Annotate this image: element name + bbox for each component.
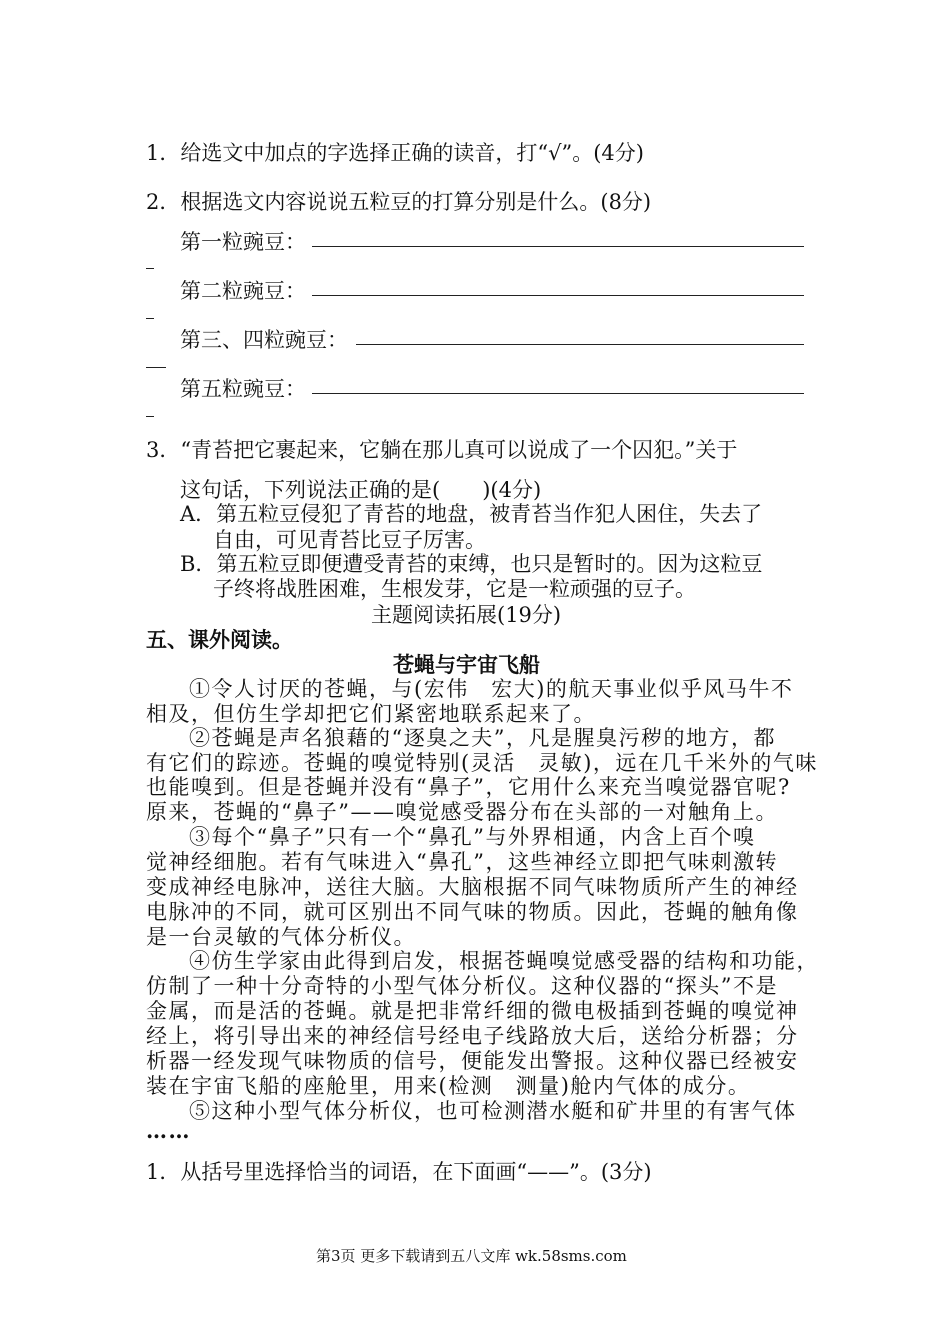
article-line: ③每个“鼻子”只有一个“鼻孔”与外界相通，内含上百个嗅 (189, 825, 756, 849)
answer-line-1-overflow (146, 268, 154, 269)
question-number: 3． (146, 438, 181, 462)
fill-label-2: 第二粒豌豆： (180, 279, 306, 303)
question-text: 给选文中加点的字选择正确的读音，打“√”。(4分) (180, 141, 644, 165)
question-2 (146, 186, 651, 216)
article-line: 经上，将引导出来的神经信号经电子线路放大后，送给分析器；分 (146, 1024, 799, 1048)
article-line: 析器一经发现气味物质的信号，便能发出警报。这种仪器已经被安 (146, 1049, 799, 1073)
question-text: “青苔把它裹起来，它躺在那儿真可以说成了一个囚犯。”关于 (180, 438, 738, 462)
article-line: ④仿生学家由此得到启发，根据苍蝇嗅觉感受器的结构和功能， (189, 949, 819, 973)
answer-line-4[interactable] (312, 393, 804, 394)
question-3-line2: 这句话，下列说法正确的是( )(4分) (180, 478, 542, 502)
section-five-heading: 五、课外阅读。 (146, 628, 293, 652)
option-a-line2: 自由，可见青苔比豆子厉害。 (213, 528, 486, 552)
question-text: 从括号里选择恰当的词语，在下面画“——”。(3分) (180, 1160, 652, 1184)
article-line: 变成神经电脉冲，送往大脑。大脑根据不同气味物质所产生的神经 (146, 875, 799, 899)
article-line: 原来，苍蝇的“鼻子”——嗅觉感受器分布在头部的一对触角上。 (146, 800, 778, 824)
article-line: ②苍蝇是声名狼藉的“逐臭之夫”，凡是腥臭污秽的地方，都 (189, 726, 776, 750)
option-letter: B． (180, 552, 217, 576)
question-1 (146, 137, 644, 167)
article-line: 金属，而是活的苍蝇。就是把非常纤细的微电极插到苍蝇的嗅觉神 (146, 999, 799, 1023)
article-title: 苍蝇与宇宙飞船 (393, 653, 540, 677)
article-ellipsis: …… (146, 1118, 191, 1143)
question-3 (146, 434, 737, 464)
question-final (146, 1156, 652, 1186)
article-line: 相及，但仿生学却把它们紧密地联系起来了。 (146, 702, 596, 726)
article-line: 是一台灵敏的气体分析仪。 (146, 925, 416, 949)
answer-line-2-overflow (146, 318, 154, 319)
fill-label-4: 第五粒豌豆： (180, 377, 306, 401)
question-number: 2． (146, 190, 181, 214)
answer-line-2[interactable] (312, 295, 804, 296)
answer-line-1[interactable] (312, 246, 804, 247)
article-line: 也能嗅到。但是苍蝇并没有“鼻子”，它用什么来充当嗅觉器官呢? (146, 775, 791, 799)
question-number: 1． (146, 141, 181, 165)
page-footer: 第3页 更多下载请到五八文库 wk.58sms.com (316, 1247, 627, 1265)
option-text: 第五粒豆即便遭受青苔的束缚，也只是暂时的。因为这粒豆 (216, 552, 763, 576)
fill-label-1: 第一粒豌豆： (180, 230, 306, 254)
question-text: 根据选文内容说说五粒豆的打算分别是什么。(8分) (180, 190, 652, 214)
option-letter: A． (180, 502, 217, 526)
answer-line-3-overflow (146, 367, 166, 368)
article-line: 觉神经细胞。若有气味进入“鼻孔”，这些神经立即把气味刺激转 (146, 850, 778, 874)
section-title: 主题阅读拓展(19分) (371, 603, 562, 627)
answer-line-4-overflow (146, 416, 154, 417)
answer-line-3[interactable] (356, 344, 804, 345)
question-number: 1． (146, 1160, 181, 1184)
article-line: ⑤这种小型气体分析仪，也可检测潜水艇和矿井里的有害气体 (189, 1099, 797, 1123)
option-b-line2: 子终将战胜困难，生根发芽，它是一粒顽强的豆子。 (213, 577, 696, 601)
article-line: ①令人讨厌的苍蝇，与(宏伟 宏大)的航天事业似乎风马牛不 (189, 677, 794, 701)
article-line: 电脉冲的不同，就可区别出不同气味的物质。因此，苍蝇的触角像 (146, 900, 799, 924)
article-line: 装在宇宙飞船的座舱里，用来(检测 测量)舱内气体的成分。 (146, 1074, 751, 1098)
option-text: 第五粒豆侵犯了青苔的地盘，被青苔当作犯人困住，失去了 (216, 502, 763, 526)
article-line: 仿制了一种十分奇特的小型气体分析仪。这种仪器的“探头”不是 (146, 974, 778, 998)
article-line: 有它们的踪迹。苍蝇的嗅觉特别(灵活 灵敏)，远在几千米外的气味 (146, 751, 818, 775)
fill-label-3: 第三、四粒豌豆： (180, 328, 348, 352)
